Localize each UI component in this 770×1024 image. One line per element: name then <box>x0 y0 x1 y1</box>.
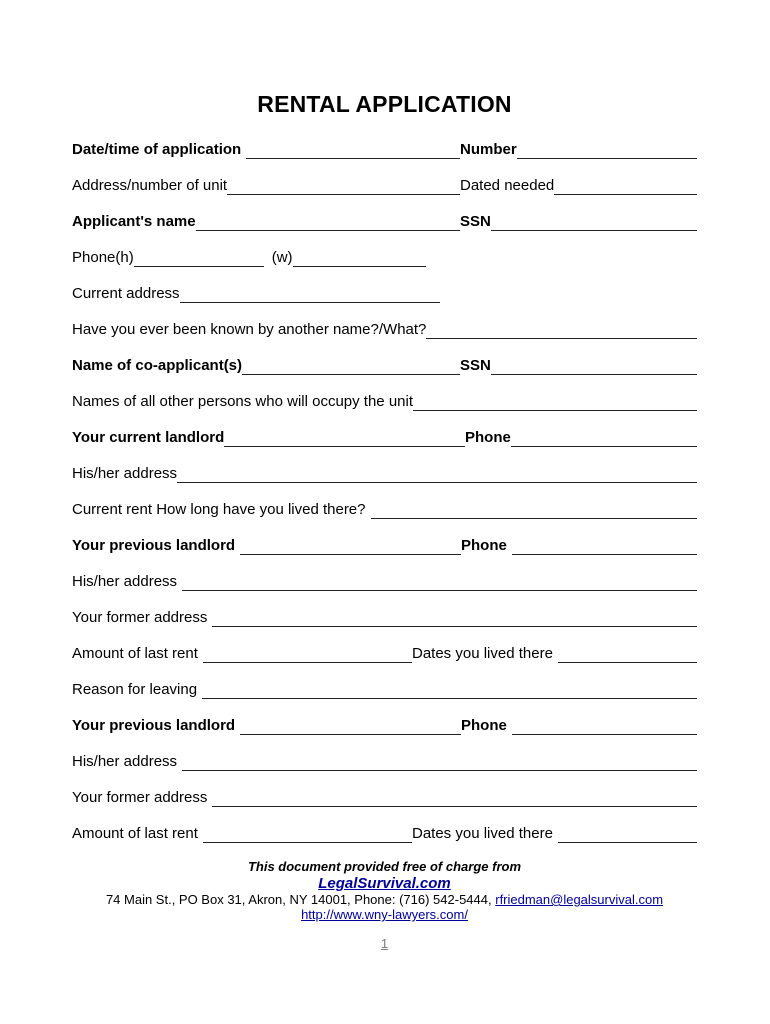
blank-fill-line[interactable] <box>224 443 465 447</box>
second-column <box>461 536 697 555</box>
footer <box>72 859 697 922</box>
form-row <box>72 643 697 663</box>
field-label: His/her address <box>72 573 178 590</box>
second-column <box>460 176 697 195</box>
form-row <box>72 355 697 375</box>
form-row <box>72 463 697 483</box>
form-row <box>72 679 697 699</box>
field-label: Dates you lived there <box>412 825 553 842</box>
form-row <box>72 787 697 807</box>
field-label: Address/number of unit <box>72 177 228 194</box>
blank-fill-line[interactable] <box>212 623 697 627</box>
field-label: (w) <box>271 249 293 266</box>
form-row <box>72 283 697 303</box>
footer-provided-text: This document provided free of charge from <box>247 859 522 874</box>
form-row <box>72 427 697 447</box>
field-label: Number <box>460 141 517 158</box>
blank-fill-line[interactable] <box>491 227 697 231</box>
blank-fill-line[interactable] <box>227 191 460 195</box>
form-row <box>72 751 697 771</box>
blank-fill-line[interactable] <box>134 263 264 267</box>
footer-address-line <box>72 892 697 907</box>
blank-fill-line[interactable] <box>196 227 460 231</box>
field-label: Amount of last rent <box>72 825 198 842</box>
field-label: Have you ever been known by another name?/What? <box>72 321 427 338</box>
form-row <box>72 715 697 735</box>
field-label: Phone(h) <box>72 249 134 266</box>
blank-fill-line[interactable] <box>180 299 440 303</box>
blank-fill-line[interactable] <box>517 155 697 159</box>
form-row <box>72 499 697 519</box>
field-label: Current rent How long have you lived there? <box>72 501 366 518</box>
form-row <box>72 391 697 411</box>
form-fields <box>72 139 697 843</box>
second-column <box>460 356 697 375</box>
form-row <box>72 247 697 267</box>
blank-fill-line[interactable] <box>558 839 697 843</box>
second-column <box>465 428 697 447</box>
field-label: Dated needed <box>460 177 555 194</box>
field-label: His/her address <box>72 753 178 770</box>
form-row <box>72 139 697 159</box>
blank-fill-line[interactable] <box>558 659 697 663</box>
field-label: Your previous landlord <box>72 537 236 554</box>
blank-fill-line[interactable] <box>554 191 697 195</box>
field-label: Dates you lived there <box>412 645 553 662</box>
legalsurvival-link[interactable]: LegalSurvival.com <box>318 875 451 892</box>
field-label: His/her address <box>72 465 178 482</box>
blank-fill-line[interactable] <box>203 839 412 843</box>
second-column <box>412 824 697 843</box>
footer-address-text: 74 Main St., PO Box 31, Akron, NY 14001, Phone: (716) 542-5444, <box>105 892 496 907</box>
blank-fill-line[interactable] <box>426 335 697 339</box>
form-row <box>72 319 697 339</box>
field-label: Phone <box>461 537 507 554</box>
form-row <box>72 823 697 843</box>
blank-fill-line[interactable] <box>512 551 697 555</box>
blank-fill-line[interactable] <box>182 767 697 771</box>
field-label: SSN <box>460 357 491 374</box>
blank-fill-line[interactable] <box>491 371 697 375</box>
field-label: Your current landlord <box>72 429 225 446</box>
blank-fill-line[interactable] <box>202 695 697 699</box>
field-label: Name of co-applicant(s) <box>72 357 243 374</box>
field-label: Current address <box>72 285 180 302</box>
blank-fill-line[interactable] <box>511 443 697 447</box>
second-column <box>460 212 697 231</box>
blank-fill-line[interactable] <box>177 479 697 483</box>
field-label: Phone <box>461 717 507 734</box>
field-label: Your former address <box>72 609 208 626</box>
blank-fill-line[interactable] <box>182 587 697 591</box>
blank-fill-line[interactable] <box>212 803 697 807</box>
field-label: Date/time of application <box>72 141 242 158</box>
field-label: Phone <box>465 429 511 446</box>
form-row <box>72 535 697 555</box>
form-row <box>72 571 697 591</box>
second-column <box>461 716 697 735</box>
form-row <box>72 607 697 627</box>
blank-fill-line[interactable] <box>371 515 698 519</box>
form-row <box>72 175 697 195</box>
blank-fill-line[interactable] <box>512 731 697 735</box>
page-title: RENTAL APPLICATION <box>257 91 512 117</box>
second-column <box>412 644 697 663</box>
blank-fill-line[interactable] <box>203 659 412 663</box>
blank-fill-line[interactable] <box>293 263 426 267</box>
field-label: Amount of last rent <box>72 645 198 662</box>
field-label: Names of all other persons who will occupy the unit <box>72 393 414 410</box>
field-label: Your previous landlord <box>72 717 236 734</box>
field-label: Your former address <box>72 789 208 806</box>
field-label: SSN <box>460 213 491 230</box>
blank-fill-line[interactable] <box>242 371 460 375</box>
blank-fill-line[interactable] <box>240 731 461 735</box>
blank-fill-line[interactable] <box>246 155 460 159</box>
field-label: Reason for leaving <box>72 681 198 698</box>
second-column <box>460 140 697 159</box>
form-row <box>72 211 697 231</box>
page-number: 1 <box>380 936 389 951</box>
blank-fill-line[interactable] <box>240 551 461 555</box>
field-label: Applicant's name <box>72 213 196 230</box>
website-link[interactable]: http://www.wny-lawyers.com/ <box>301 907 468 922</box>
email-link[interactable]: rfriedman@legalsurvival.com <box>495 892 664 907</box>
blank-fill-line[interactable] <box>413 407 697 411</box>
